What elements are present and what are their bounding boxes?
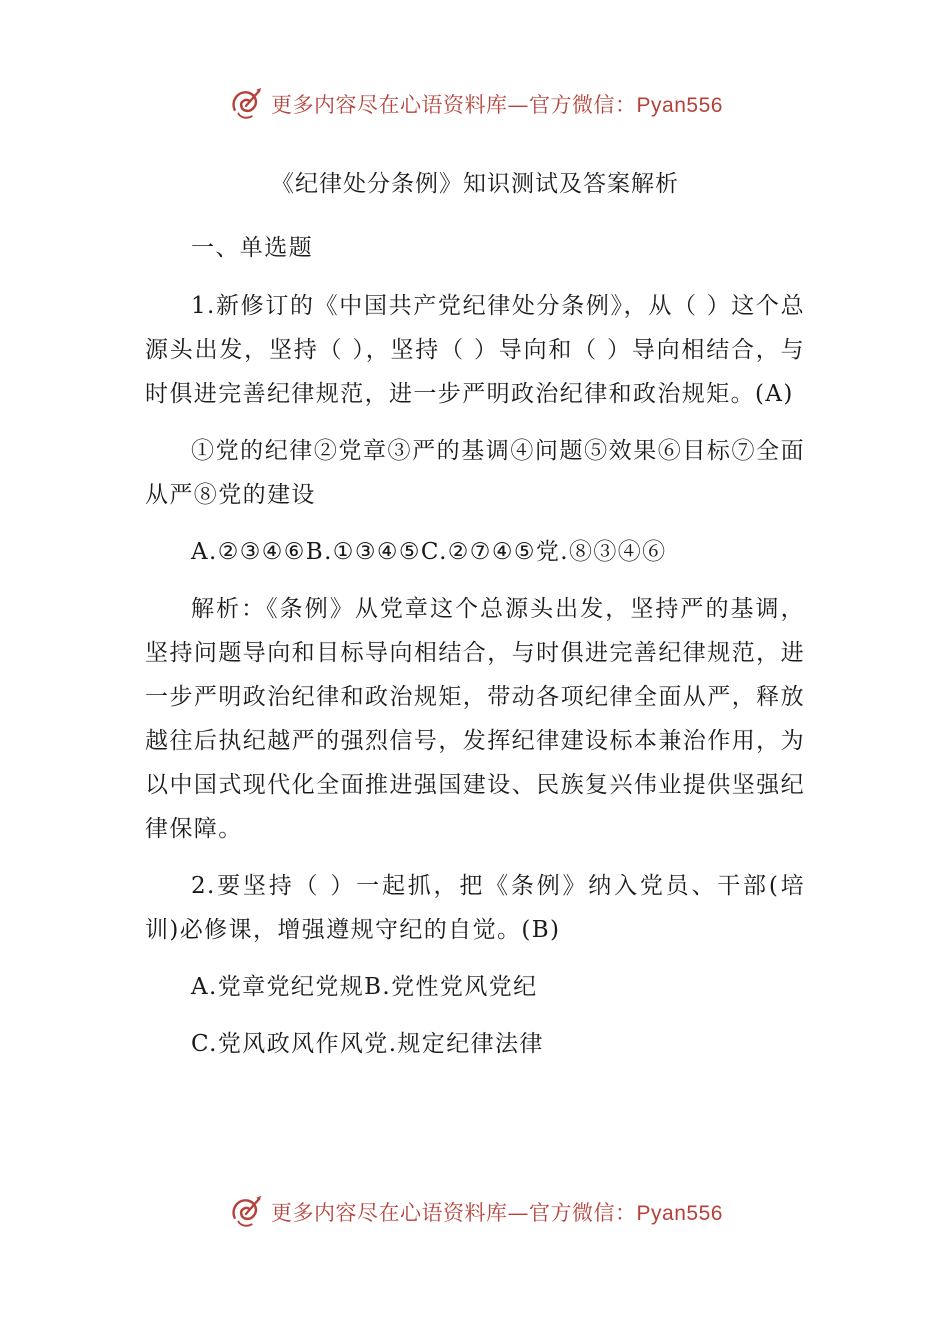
document-title: 《纪律处分条例》知识测试及答案解析 xyxy=(271,171,679,197)
quill-swirl-logo-icon xyxy=(227,85,265,123)
question-1-items: ①党的纪律②党章③严的基调④问题⑤效果⑥目标⑦全面从严⑧党的建设 xyxy=(145,438,805,508)
question-2: 2.要坚持（ ）一起抓，把《条例》纳入党员、干部(培训)必修课，增强遵规守纪的自觉。(B) xyxy=(145,873,805,943)
footer-banner xyxy=(0,1190,950,1234)
header-banner xyxy=(0,82,950,126)
banner-wechat-id: Pyan556 xyxy=(636,1202,723,1225)
question-1: 1.新修订的《中国共产党纪律处分条例》，从（ ）这个总源头出发，坚持（ ），坚持（ ）导向和（ ）导向相结合，与时俱进完善纪律规范，进一步严明政治纪律和政治规矩。(A) xyxy=(145,293,805,407)
banner-wechat-id: Pyan556 xyxy=(636,94,723,117)
document-body xyxy=(145,162,805,1079)
quill-swirl-logo-icon xyxy=(227,1193,265,1231)
section-heading: 一、单选题 xyxy=(191,235,313,261)
question-1-explanation: 解析：《条例》从党章这个总源头出发，坚持严的基调，坚持问题导向和目标导向相结合，与时俱进完善纪律规范，进一步严明政治纪律和政治规矩，带动各项纪律全面从严，释放越往后执纪越严的强烈信号，发挥纪律建设标本兼治作用，为以中国式现代化全面推进强国建设、民族复兴伟业提供坚强纪律保障。 xyxy=(145,596,805,842)
question-2-options-cd: C.党风政风作风党.规定纪律法律 xyxy=(191,1031,544,1057)
question-2-options-ab: A.党章党纪党规B.党性党风党纪 xyxy=(191,974,538,1000)
banner-text: 更多内容尽在心语资料库—官方微信：Pyan556 xyxy=(271,1201,723,1225)
banner-text: 更多内容尽在心语资料库—官方微信：Pyan556 xyxy=(271,93,723,117)
question-1-options: A.②③④⑥B.①③④⑤C.②⑦④⑤党.⑧③④⑥ xyxy=(191,539,667,565)
